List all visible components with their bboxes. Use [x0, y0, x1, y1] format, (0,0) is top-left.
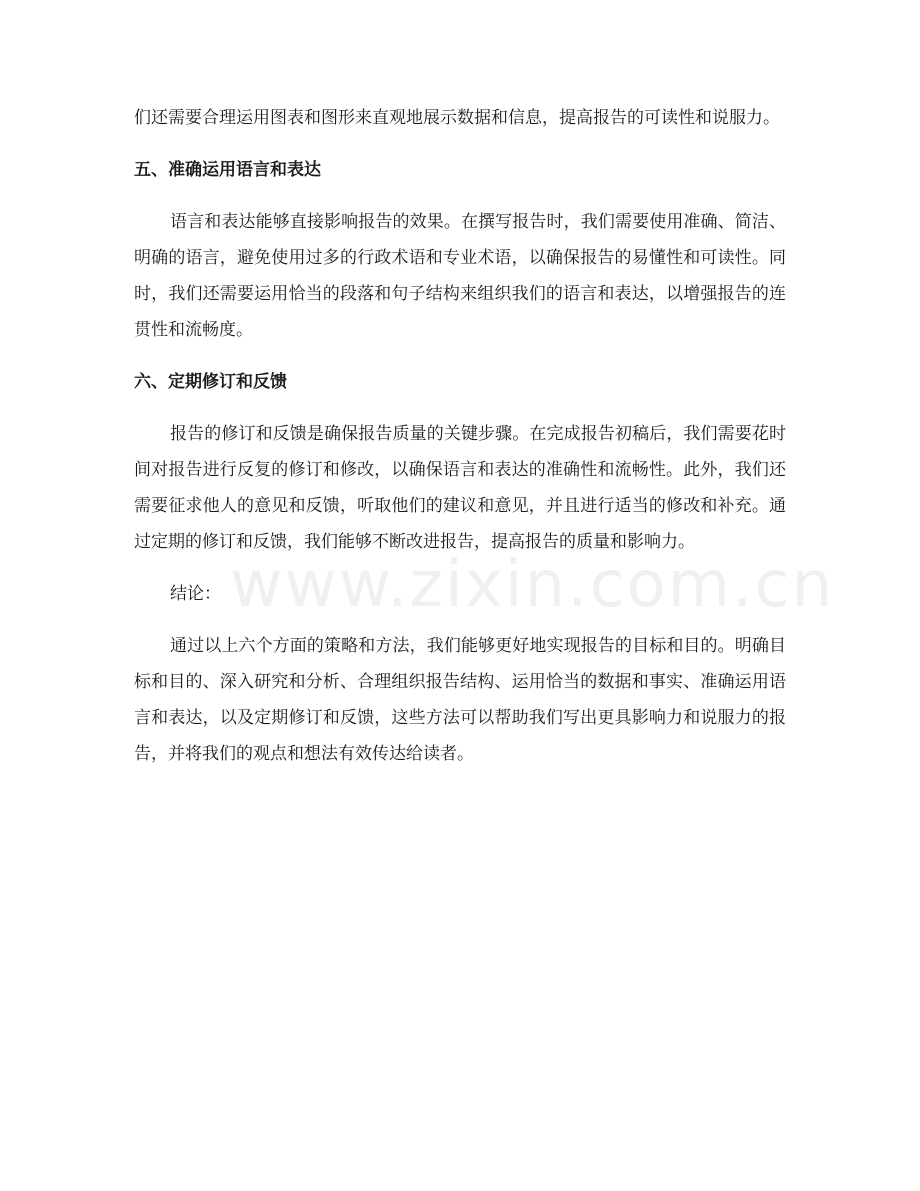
watermark-text: www.zixin.com.cn	[230, 548, 835, 622]
intro-paragraph: 们还需要合理运用图表和图形来直观地展示数据和信息，提高报告的可读性和说服力。	[134, 108, 780, 128]
conclusion-paragraph: 通过以上六个方面的策略和方法，我们能够更好地实现报告的目标和目的。明确目标和目的、深入研究和分析、合理组织报告结构、运用恰当的数据和事实、准确运用语言和表达，以及定期修订和反馈，这些方法可以帮助我们写出更具影响力和说服力的报告，并将我们的观点和想法有效传达给读者。	[134, 636, 786, 764]
section-body-5: 语言和表达能够直接影响报告的效果。在撰写报告时，我们需要使用准确、简洁、明确的语言，避免使用过多的行政术语和专业术语，以确保报告的易懂性和可读性。同时，我们还需要运用恰当的段落和句子结构来组织我们的语言和表达，以增强报告的连贯性和流畅度。	[134, 212, 786, 340]
conclusion-label: 结论：	[170, 584, 221, 604]
section-heading-6: 六、定期修订和反馈	[134, 372, 287, 392]
section-body-6: 报告的修订和反馈是确保报告质量的关键步骤。在完成报告初稿后，我们需要花时间对报告进行反复的修订和修改，以确保语言和表达的准确性和流畅性。此外，我们还需要征求他人的意见和反馈，听取他们的建议和意见，并且进行适当的修改和补充。通过定期的修订和反馈，我们能够不断改进报告，提高报告的质量和影响力。	[134, 424, 786, 552]
document-content	[134, 100, 786, 772]
section-heading-5: 五、准确运用语言和表达	[134, 160, 321, 180]
